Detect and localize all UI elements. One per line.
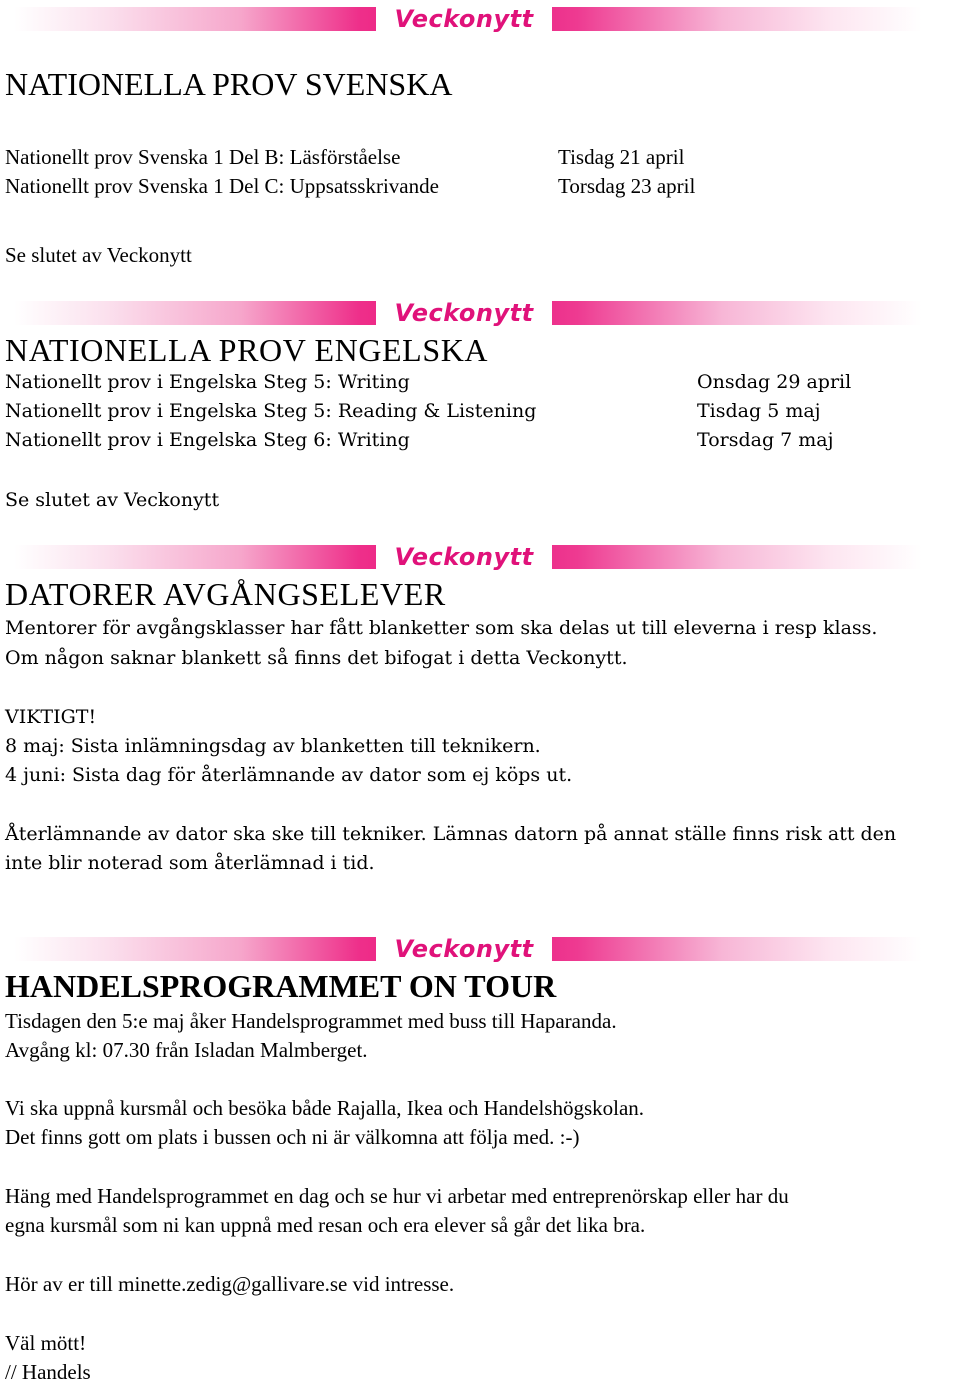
section-note: Se slutet av Veckonytt <box>5 243 192 267</box>
veckonytt-banner <box>14 4 922 34</box>
exam-date: Tisdag 5 maj <box>697 400 821 422</box>
closing-line: Väl mött! <box>5 1331 87 1355</box>
deadline-line: 4 juni: Sista dag för återlämnande av dator som ej köps ut. <box>5 764 573 786</box>
exam-name: Nationellt prov i Engelska Steg 5: Writing <box>5 371 410 393</box>
veckonytt-banner <box>14 298 922 328</box>
veckonytt-logo: Veckonytt <box>376 4 552 34</box>
exam-date: Onsdag 29 april <box>697 371 852 393</box>
veckonytt-logo: Veckonytt <box>376 542 552 572</box>
veckonytt-logo: Veckonytt <box>376 298 552 328</box>
exam-name: Nationellt prov i Engelska Steg 5: Reading & Listening <box>5 400 537 422</box>
paragraph-line: Om någon saknar blankett så finns det bifogat i detta Veckonytt. <box>5 647 628 669</box>
signature-line: // Handels <box>5 1360 91 1384</box>
deadline-line: 8 maj: Sista inlämningsdag av blanketten till teknikern. <box>5 735 541 757</box>
veckonytt-logo: Veckonytt <box>376 934 552 964</box>
section-title-svenska: NATIONELLA PROV SVENSKA <box>5 66 453 102</box>
exam-name: Nationellt prov Svenska 1 Del B: Läsförståelse <box>5 145 401 169</box>
section-note: Se slutet av Veckonytt <box>5 489 220 511</box>
section-title-handels: HANDELSPROGRAMMET ON TOUR <box>5 968 557 1004</box>
paragraph-line: Mentorer för avgångsklasser har fått blanketter som ska delas ut till eleverna i resp klass. <box>5 617 878 639</box>
section-title-engelska: NATIONELLA PROV ENGELSKA <box>5 332 489 368</box>
paragraph-line: egna kursmål som ni kan uppnå med resan och era elever så går det lika bra. <box>5 1213 646 1237</box>
paragraph-line: Häng med Handelsprogrammet en dag och se hur vi arbetar med entreprenörskap eller har du <box>5 1184 789 1208</box>
section-title-datorer: DATORER AVGÅNGSELEVER <box>5 576 446 612</box>
paragraph-line: inte blir noterad som återlämnad i tid. <box>5 852 375 874</box>
exam-name: Nationellt prov Svenska 1 Del C: Uppsatsskrivande <box>5 174 439 198</box>
important-label: VIKTIGT! <box>5 706 97 728</box>
exam-date: Torsdag 23 april <box>558 174 696 198</box>
veckonytt-banner <box>14 542 922 572</box>
veckonytt-banner <box>14 934 922 964</box>
contact-line: Hör av er till minette.zedig@gallivare.se vid intresse. <box>5 1272 455 1296</box>
exam-date: Torsdag 7 maj <box>697 429 834 451</box>
paragraph-line: Det finns gott om plats i bussen och ni är välkomna att följa med. :-) <box>5 1125 580 1149</box>
exam-name: Nationellt prov i Engelska Steg 6: Writing <box>5 429 410 451</box>
paragraph-line: Avgång kl: 07.30 från Isladan Malmberget. <box>5 1038 368 1062</box>
exam-date: Tisdag 21 april <box>558 145 685 169</box>
paragraph-line: Tisdagen den 5:e maj åker Handelsprogrammet med buss till Haparanda. <box>5 1009 617 1033</box>
paragraph-line: Vi ska uppnå kursmål och besöka både Rajalla, Ikea och Handelshögskolan. <box>5 1096 645 1120</box>
paragraph-line: Återlämnande av dator ska ske till tekniker. Lämnas datorn på annat ställe finns risk att den <box>5 823 897 845</box>
